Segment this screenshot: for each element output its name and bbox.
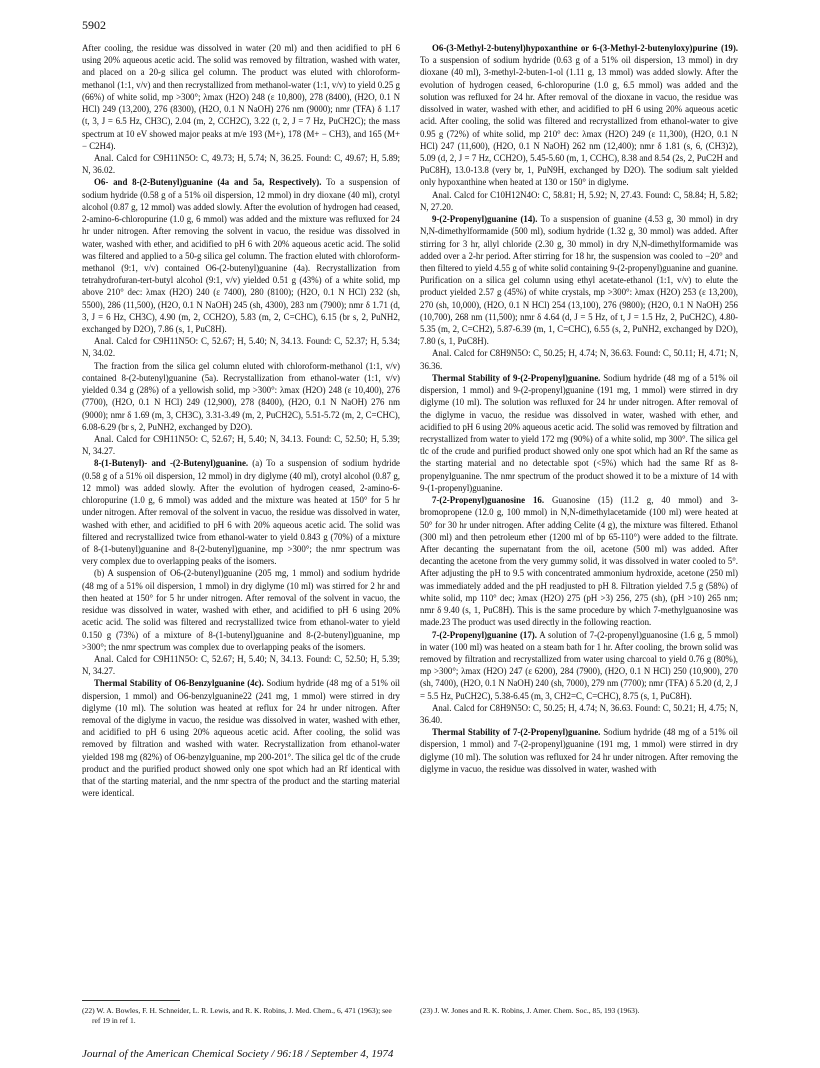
- paragraph-heading: 7-(2-Propenyl)guanosine 16.: [432, 495, 545, 506]
- paragraph: [420, 726, 738, 775]
- paragraph: [420, 213, 738, 347]
- paragraph-heading: Thermal Stability of O6-Benzylguanine (4c).: [94, 678, 264, 689]
- paragraph-text: (b) A suspension of O6-(2-butenyl)guanine (205 mg, 1 mmol) and sodium hydride (48 mg of a 51% oil dispersion, 1 mmol) in dry diglyme (10 ml) was stirred for 2 hr and then heated at 150° for 5 hr under nitrogen. After removal of the solvent in vacuo, the residue was dissolved in water, washed with ether, and acidified to pH 6 using 20% acetic acid. The solid was filtered and recrystallized twice from ethanol-water to yield 0.150 g (73%) of a mixture of 8-(1-butenyl)guanine and 8-(2-butenyl)guanine, mp >300°; the nmr spectrum was complex due to overlapping peaks of the isomers.: [82, 568, 400, 652]
- paragraph-text: (a) To a suspension of sodium hydride (0.58 g of a 51% oil dispersion, 12 mmol) in dry diglyme (40 ml), crotyl alcohol (0.87 g, 12 mmol) was added slowly. After the evolution of hydrogen ceased, 2-amino-6-chloropurine (1.0 g, 6 mmol) was added and the mixture was heated at 150° for 5 hr under nitrogen. After removal of the solvent in vacuo, the residue was dissolved in water, washed with ether, and acidified to pH 6 with 20% aqueous acetic acid. The solid was filtered and recrystallized twice from ethanol-water to yield 0.843 g (70%) of a mixture of 8-(1-butenyl)guanine and 8-(2-butenyl)guanine, mp >300°; the nmr spectrum was very complex due to overlapping peaks of the isomers.: [82, 458, 400, 567]
- paragraph: [82, 42, 400, 152]
- paragraph-text: Anal. Calcd for C9H11N5O: C, 52.67; H, 5.40; N, 34.13. Found: C, 52.50; H, 5.39; N, 34.27.: [82, 434, 400, 457]
- paragraph-text: To a suspension of guanine (4.53 g, 30 mmol) in dry N,N-dimethylformamide (500 ml), sodium hydride (1.32 g, 30 mmol) was added. After stirring for 3 hr, allyl chloride (2.30 g, 30 mmol) in dry N,N-dimethylformamide was added over a 2-hr period. After stirring for 18 hr, the suspension was cooled to −20° and then filtered to yield 4.55 g of white solid containing 9-(2-propenyl)guanine and guanine. Purification on a silica gel column using ethyl acetate-ethanol (1:1, v/v) to elute the product yielded 2.57 g (45%) of white crystals, mp >300°: λmax (H2O) 253 (ε 13,200), 270 (sh, 10,000), (H2O, 0.1 N HCl) 254 (13,100), 276 (9800); (H2O, 0.1 N NaOH) 256 (10,700), 268 nm (11,500); nmr δ 4.64 (d, J = 5 Hz, of t, J = 1.5 Hz, 2, PuCH2C), 4.80-5.35 (m, 2, C=CH2), 5.87-6.39 (m, 1, C=CHC), 6.55 (s, 2, PuNH2, exchanged by D2O), 7.80 (s, 1, PuC8H).: [420, 214, 739, 347]
- page-number: 5902: [82, 18, 106, 32]
- paragraph-text: Anal. Calcd for C9H11N5O: C, 49.73; H, 5.74; N, 36.25. Found: C, 49.67; H, 5.89; N, 36.02.: [82, 152, 400, 176]
- paragraph: [420, 42, 738, 189]
- paragraph-text: Anal. Calcd for C8H9N5O: C, 50.25; H, 4.74; N, 36.63. Found: C, 50.11; H, 4.71; N, 36.36.: [420, 348, 738, 371]
- paragraph: [82, 176, 400, 335]
- paragraph-text: To a suspension of sodium hydride (0.58 g of a 51% oil dispersion, 12 mmol) in dry dioxane (40 ml), crotyl alcohol (0.87 g, 12 mmol) was added slowly. After the evolution of hydrogen had ceased, 2-amino-6-chloropurine (1.0 g, 6 mmol) was added and the mixture was refluxed for 24 hr under nitrogen. After removing the solvent in vacuo, the residue was dissolved in water, washed with ether, and acidified to pH 6 with 20% aqueous acetic acid. The solid was filtered and applied to a 50-g silica gel column. The fraction eluted with chloroform-methanol (9:1, v/v) contained O6-(2-butenyl)guanine (4a). Recrystallization from tetrahydrofuran-tert-butyl alcohol (9:1, v/v) yielded 0.51 g (43%) of a white solid, mp above 210° dec: λmax (H2O) 240 (ε 7400), 280 (8100); (H2O, 0.1 N HCl) 232 (sh, 5500), 286 (11,500), (H2O, 0.1 N NaOH) 245 (sh, 4300), 283 nm (7900); nmr δ 1.71 (d, 3, J = 6 Hz, CH3C), 4.90 (m, 2, CCH2O), 5.83 (m, 2, C=CHC), 6.15 (br s, 2, PuNH2, exchanged by D2O), 7.86 (s, 1, PuC8H).: [82, 177, 400, 335]
- paragraph-heading: Thermal Stability of 9-(2-Propenyl)guanine.: [432, 372, 601, 383]
- paragraph: [420, 702, 738, 726]
- paragraph: [82, 433, 400, 457]
- paragraph-heading: O6-(3-Methyl-2-butenyl)hypoxanthine or 6-(3-Methyl-2-butenyloxy)purine (19).: [432, 43, 738, 53]
- right-text-column: [420, 42, 738, 775]
- paragraph-text: Anal. Calcd for C9H11N5O: C, 52.67; H, 5.40; N, 34.13. Found: C, 52.50; H, 5.39; N, 34.27.: [82, 653, 400, 677]
- paragraph: [420, 189, 738, 213]
- paragraph: [82, 457, 400, 567]
- footnote-22: (22) W. A. Bowles, F. H. Schneider, L. R. Lewis, and R. K. Robins, J. Med. Chem., 6, 471 (1963); see ref 19 in ref 1.: [82, 1006, 392, 1025]
- paragraph-heading: Thermal Stability of 7-(2-Propenyl)guanine.: [432, 727, 601, 738]
- paragraph-heading: O6- and 8-(2-Butenyl)guanine (4a and 5a, Respectively).: [94, 177, 322, 188]
- paragraph-text: The fraction from the silica gel column eluted with chloroform-methanol (1:1, v/v) contained 8-(2-butenyl)guanine (5a). Recrystallization from ethanol-water (1:1, v/v) yielded 0.34 g (28%) of a yellowish solid, mp >300°: λmax (H2O) 248 (ε 10,400), 276 (7700), (H2O, 0.1 N HCl) 249 (12,900), 278 (8400), (H2O, 0.1 N NaOH) 276 nm (9000); nmr δ 1.69 (m, 3, CH3C), 3.31-3.49 (m, 2, PuCH2C), 5.51-5.72 (m, 2, C=CHC), 6.08-6.29 (br s, 2, PuNH2, exchanged by D2O).: [82, 360, 400, 432]
- paragraph-text: Sodium hydride (48 mg of a 51% oil dispersion, 1 mmol) and 7-(2-propenyl)guanine (191 mg, 1 mmol) were stirred in dry diglyme (10 ml). The solution was refluxed for 24 hr under nitrogen. After removing the diglyme in vacuo, the residue was dissolved in water, washed with: [420, 727, 738, 774]
- paragraph: [82, 567, 400, 653]
- paragraph-text: Anal. Calcd for C9H11N5O: C, 52.67; H, 5.40; N, 34.13. Found: C, 52.37; H, 5.34; N, 34.02.: [82, 336, 400, 359]
- paragraph: [420, 372, 738, 494]
- paragraph: [82, 653, 400, 677]
- paragraph-text: Guanosine (15) (11.2 g, 40 mmol) and 3-bromopropene (12.0 g, 100 mmol) in N,N-dimethylacetamide (100 ml) were heated at 50° for 30 hr under nitrogen. After adding Celite (4 g), the mixture was filtered. Ethanol (300 ml) and then petroleum ether (1200 ml of bp 65-110°) were added to the filtrate. After decanting the supernatant from the oil, acetone (500 ml) was added. After decanting the acetone from the very gummy solid, it was dissolved in water cooled to 5°. After adjusting the pH to 9.5 with concentrated ammonium hydroxide, acetone (250 ml) was immediately added and the pH readjusted to pH 8. Filtration yielded 7.5 g (58%) of white solid, mp 110° dec; λmax (H2O) 275 (pH >3) 256, 275 (sh), (pH >10) 265 nm; nmr δ 9.40 (s, 1, PuC8H). This is the same procedure by which 7-methylguanosine was made.23 The product was used directly in the following reaction.: [420, 495, 738, 628]
- paragraph-text: To a suspension of sodium hydride (0.63 g of a 51% oil dispersion, 13 mmol) in dry dioxane (40 ml), 3-methyl-2-buten-1-ol (1.11 g, 13 mmol) was added slowly. After the evolution of hydrogen ceased, 6-chloropurine (1.0 g, 6.5 mmol) was added and the solution was refluxed for 24 hr. After removal of the dioxane in vacuo, the residue was dissolved in water, washed with ether, and acidified to pH 6 using 20% aqueous acetic acid. After cooling, the solid was filtered and recrystallized from ethanol-water to give 0.95 g (72%) of white solid, mp 210° dec: λmax (H2O) 249 (ε 11,300), (H2O, 0.1 N HCl) 247 (11,600), (H2O, 0.1 N NaOH) 262 nm (12,400); nmr δ 1.81 (s, 6, (CH3)2), 5.09 (d, 2, J = 7 Hz, CCH2O), 5.45-5.60 (m, 1, CCHC), 8.38 and 8.54 (2s, 2, PuC2H and PuC8H), 13.0-13.8 (very br, 1, PuN9H, exchanged by D2O). The sodium salt yielded only hypoxanthine when heated at 130 or 150° in diglyme.: [420, 55, 738, 188]
- left-text-column: [82, 42, 400, 800]
- paragraph: [420, 347, 738, 371]
- footnote-23: (23) J. W. Jones and R. K. Robins, J. Amer. Chem. Soc., 85, 193 (1963).: [420, 1006, 640, 1015]
- paragraph-heading: 7-(2-Propenyl)guanine (17).: [432, 629, 537, 640]
- paragraph: [82, 152, 400, 176]
- paragraph-heading: 8-(1-Butenyl)- and -(2-Butenyl)guanine.: [94, 458, 249, 469]
- paragraph-heading: 9-(2-Propenyl)guanine (14).: [432, 214, 538, 225]
- paragraph-text: Anal. Calcd for C10H12N4O: C, 58.81; H, 5.92; N, 27.43. Found: C, 58.84; H, 5.82; N, 27.20.: [420, 189, 738, 212]
- paragraph: [82, 677, 400, 799]
- paragraph-text: A solution of 7-(2-propenyl)guanosine (1.6 g, 5 mmol) in water (100 ml) was heated on a steam bath for 1 hr. After cooling, the brown solid was removed by filtration and recrystallized from water using charcoal to yield 0.76 g (80%), mp >300°; λmax (H2O) 247 (ε 6200), 284 (7900), (H2O, 0.1 N HCl) 250 (10,900), 270 (sh, 7400), (H2O, 0.1 N NaOH) 240 (sh, 7000), 279 nm (7700); nmr (TFA) δ 5.20 (d, 2, J = 5.5 Hz, PuCH2C), 5.38-6.45 (m, 3, CH2=C, C=CHC), 8.75 (s, 1, PuC8H).: [420, 629, 738, 701]
- paragraph: [82, 360, 400, 433]
- footnote-rule: [82, 1000, 180, 1001]
- paragraph-text: Sodium hydride (48 mg of a 51% oil dispersion, 1 mmol) and O6-benzylguanine22 (241 mg, 1 mmol) were stirred in dry diglyme (10 ml). The solution was heated at reflux for 24 hr under nitrogen. After removal of the diglyme in vacuo, the residue was dissolved in water, washed with ether, and acidified to pH 6 using 20% aqueous acetic acid. After cooling, the solid was removed by filtration and washed with water. Recrystallization from ethanol-water yielded 198 mg (82%) of O6-benzylguanine, mp 200-201°. The silica gel tlc of the crude product and the purified product showed only one spot which had an Rf identical with that of the starting material, and the nmr spectra of the product and the starting material were identical.: [82, 678, 400, 799]
- paragraph: [420, 494, 738, 628]
- paragraph: [82, 335, 400, 359]
- paragraph-text: Sodium hydride (48 mg of a 51% oil dispersion, 1 mmol) and 9-(2-propenyl)guanine (191 mg, 1 mmol) were stirred in dry diglyme (10 ml). The solution was refluxed for 24 hr under nitrogen. After removal of the diglyme in vacuo, the residue was dissolved in water, washed with ether, and acidified to pH 6 using 20% aqueous acetic acid. The solid was removed by filtration and recrystallized from water to yield 172 mg (90%) of a white solid, mp 300°. The silica gel tlc of the crude and purified product showed only one spot which had an Rf the same as the starting material and no detectable spot (<5%) which had the same Rf as 8-propenylguanine. The nmr spectrum of the product showed it to be a mixture of 14 with 9-(1-propenyl)guanine.: [420, 372, 738, 493]
- paragraph-text: After cooling, the residue was dissolved in water (20 ml) and then acidified to pH 6 using 20% aqueous acetic acid. The solid was removed by filtration, washed with water, and placed on a 20-g silica gel column. The product was eluted with chloroform-methanol (1:1, v/v) and then recrystallized from methanol-water (1:1, v/v) to yield 0.25 g (66%) of white solid, mp >300°; λmax (H2O) 248 (ε 10,800), 278 (8400), (H2O, 0.1 N HCl) 249 (13,200), 276 (8300), (H2O, 0.1 N NaOH) 276 nm (9000); nmr (TFA) δ 1.17 (t, 3, J = 6.5 Hz, CH3C), 2.04 (m, 2, CCH2C), 3.22 (t, 2, J = 7 Hz, PuCH2C); the mass spectrum at 10 eV showed major peaks at m/e 193 (M+), 178 (M+ − CH3), and 165 (M+ − C2H4).: [82, 43, 400, 151]
- paragraph: [420, 629, 738, 702]
- paragraph-text: Anal. Calcd for C8H9N5O: C, 50.25; H, 4.74; N, 36.63. Found: C, 50.21; H, 4.75; N, 36.40.: [420, 702, 738, 726]
- journal-footer: Journal of the American Chemical Society / 96:18 / September 4, 1974: [82, 1048, 394, 1060]
